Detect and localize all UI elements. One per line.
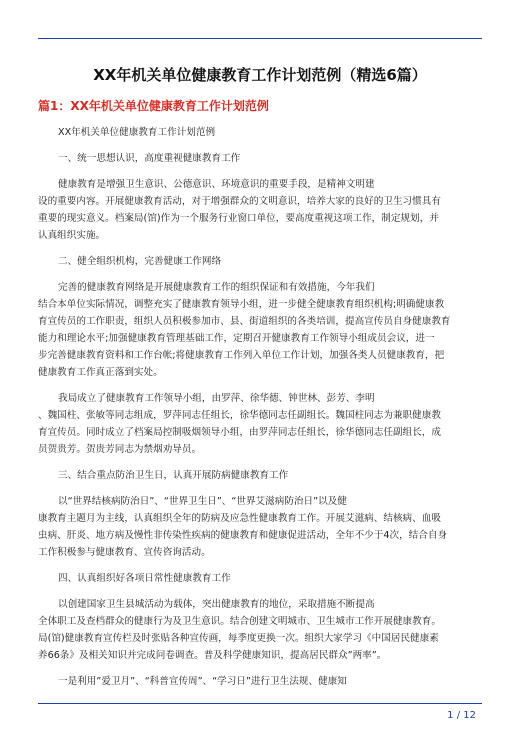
body-paragraph: [38, 176, 482, 244]
body-paragraph: [38, 673, 482, 690]
paragraph-line: 重要的现实意义。档案局(馆)作为一个服务行业窗口单位，要高度重视这项工作，制定规划，并: [38, 213, 439, 224]
paragraph-line: 育宣传员。同时成立了档案局控制吸烟领导小组，由罗萍同志任组长，徐华德同志任副组长，成: [38, 427, 441, 438]
paragraph-line: 认真组织实施。: [38, 230, 106, 241]
section-subheading: 二、健全组织机构，完善健康工作网络: [58, 256, 222, 267]
document-body: [38, 124, 482, 699]
paragraph-line: 康教育主题月为主线，认真组织全年的防病及应急性健康教育工作。开展艾滋病、结核病、血吸: [38, 513, 441, 524]
paragraph-line: 、魏国柱、张敏等同志组成，罗萍同志任组长，徐华德同志任副组长。魏国柱同志为兼职健康教: [38, 410, 441, 421]
paragraph-line: 工作积极参与健康教育、宣传咨询活动。: [38, 547, 211, 558]
paragraph-line: 完善的健康教育网络是开展健康教育工作的组织保证和有效措施，今年我们: [58, 282, 375, 293]
paragraph-line: 以创建国家卫生县城活动为载体，突出健康教育的地位，采取措施不断提高: [58, 599, 375, 610]
paragraph-line: 步完善健康教育资料和工作台帐;将健康教育工作列入单位工作计划，加强各类人员健康教育，把: [38, 350, 445, 361]
page-number: 1 / 12: [447, 710, 476, 721]
body-paragraph: [38, 279, 482, 381]
body-paragraph: [38, 493, 482, 561]
paragraph-line: 员贺贵芳。贺贵芳同志为禁烟劝导员。: [38, 444, 202, 455]
paragraph-line: 全体职工及查档群众的健康行为及卫生意识。结合创建文明城市、卫生城市工作开展健康教育。: [38, 616, 441, 627]
section-heading: 篇1：XX年机关单位健康教育工作计划范例: [38, 99, 269, 113]
paragraph-line: 养66条》及相关知识并完成问卷调查。普及科学健康知识，提高居民群众”两率”。: [38, 650, 387, 661]
content-blocks: [38, 150, 482, 690]
paragraph-line: 健康教育工作真正落到实处。: [38, 367, 163, 378]
section-subheading: 一、统一思想认识，高度重视健康教育工作: [58, 153, 241, 164]
body-paragraph: [38, 596, 482, 664]
paragraph-line: 局(馆)健康教育宣传栏及时张贴各种宣传画，每季度更换一次。组织大家学习《中国居民健康素: [38, 633, 439, 644]
section-subheading: 三、结合重点防治卫生日，认真开展防病健康教育工作: [58, 470, 289, 481]
paragraph-line: 以“世界结核病防治日”、“世界卫生日”、“世界艾滋病防治日”以及健: [58, 496, 347, 507]
section-subheading: 四、认真组织好各项日常性健康教育工作: [58, 573, 231, 584]
paragraph-line: 能力和理论水平;加强健康教育管理基础工作，定期召开健康教育工作领导小组成员会议，进一: [38, 333, 435, 344]
paragraph-line: 育宣传员的工作职责，组织人员积极参加市、县、街道组织的各类培训，提高宣传员自身健康教育: [38, 316, 451, 327]
paragraph-line: 结合本单位实际情况，调整充实了健康教育领导小组，进一步健全健康教育组织机构;明确健康教: [38, 299, 445, 310]
document-subtitle: XX年机关单位健康教育工作计划范例: [58, 127, 216, 138]
paragraph-line: 我局成立了健康教育工作领导小组，由罗萍、徐华德、钟世林、彭芳、李明: [58, 393, 375, 404]
document-title: XX年机关单位健康教育工作计划范例（精选6篇）: [93, 66, 427, 84]
paragraph-line: 虫病、肝炎、地方病及慢性非传染性疾病的健康教育和健康促进活动，全年不少于4次，结合自身: [38, 530, 448, 541]
bottom-rule: [38, 703, 482, 704]
paragraph-line: 健康教育是增强卫生意识、公德意识、环境意识的重要手段，是精神文明建: [58, 179, 375, 190]
top-rule: [38, 38, 482, 39]
paragraph-line: 设的重要内容。开展健康教育活动，对于增强群众的文明意识，培养大家的良好的卫生习惯具有: [38, 196, 441, 207]
paragraph-line: 一是利用”爱卫月”、“科普宣传周”、“学习日”进行卫生法规、健康知: [58, 676, 347, 687]
body-paragraph: [38, 390, 482, 458]
